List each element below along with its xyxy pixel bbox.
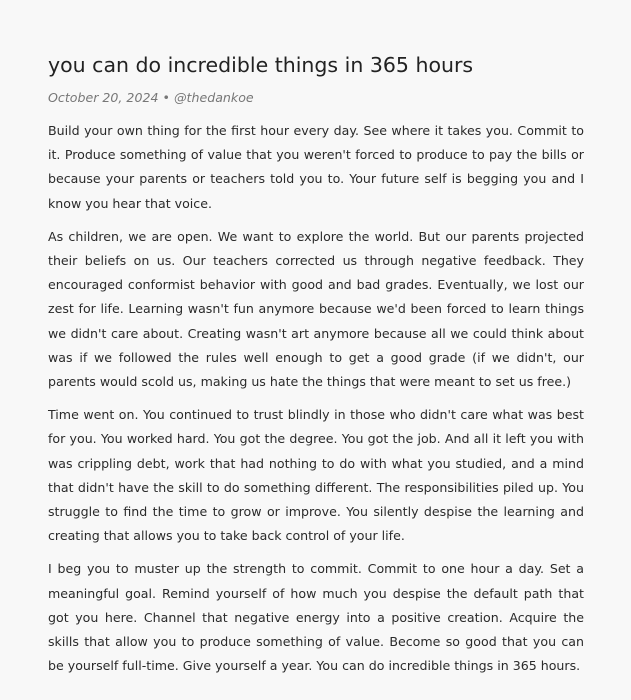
body-paragraph: I beg you to muster up the strength to commit. Commit to one hour a day. Set a meaningful goal. Remind yourself of how much you despise the default path that got you here. Channel that negative energy into a positive creation. Acquire the skills that allow you to produce something of value. Become so good that you can be yourself full-time. Give yourself a year. You can do incredible things in 365 hours.	[48, 561, 584, 674]
article-title: you can do incredible things in 365 hours	[48, 53, 474, 77]
article-meta	[48, 88, 584, 108]
author-handle: @thedankoe	[173, 90, 254, 105]
meta-separator: •	[162, 90, 170, 105]
body-paragraph: Time went on. You continued to trust blindly in those who didn't care what was best for you. You worked hard. You got the degree. You got the job. And all it left you with was crippling debt, work that had nothing to do with what you studied, and a mind that didn't have the skill to do something different. The responsibilities piled up. You struggle to find the time to grow or improve. You silently despise the learning and creating that allows you to take back control of your life.	[48, 407, 584, 544]
article-body	[48, 119, 584, 678]
body-paragraph: As children, we are open. We want to explore the world. But our parents projected their beliefs on us. Our teachers corrected us through negative feedback. They encouraged conformist behavior with good and bad grades. Eventually, we lost our zest for life. Learning wasn't fun anymore because we'd been forced to learn things we didn't care about. Creating wasn't art anymore because all we could think about was if we followed the rules well enough to get a good grade (if we didn't, our parents would scold us, making us hate the things that were meant to set us free.)	[48, 228, 584, 390]
publish-date: October 20, 2024	[48, 90, 159, 105]
body-paragraph: Build your own thing for the first hour every day. See where it takes you. Commit to it. Produce something of value that you weren't forced to produce to pay the bills or because your parents or teachers told you to. Your future self is begging you and I know you hear that voice.	[48, 123, 584, 211]
